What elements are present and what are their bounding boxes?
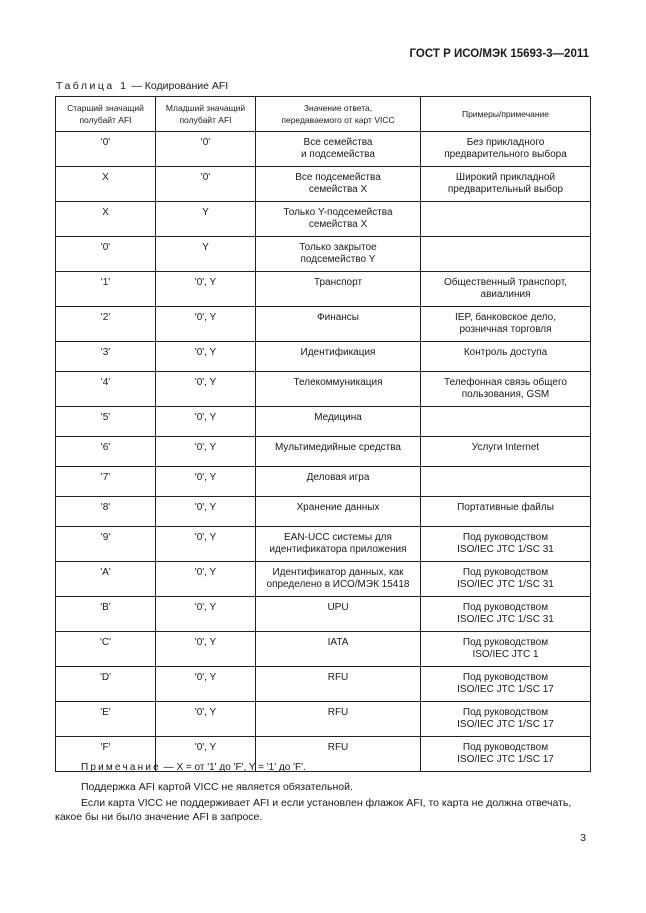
table-cell: 'A' — [56, 562, 156, 597]
table-cell: Все подсемейства семейства X — [256, 167, 421, 202]
table-cell: '0', Y — [156, 702, 256, 737]
table-cell: Все семейства и подсемейства — [256, 132, 421, 167]
table-header-row — [56, 97, 591, 132]
table-caption-label: Таблица 1 — [56, 80, 129, 92]
table-cell: IATA — [256, 632, 421, 667]
table-cell: Только Y-подсемейства семейства X — [256, 202, 421, 237]
table-row — [56, 372, 591, 407]
table-cell — [421, 237, 591, 272]
table-cell: '0', Y — [156, 562, 256, 597]
table-cell: Мультимедийные средства — [256, 437, 421, 467]
column-header: Значение ответа, передаваемого от карт VICC — [256, 97, 421, 132]
table-row — [56, 342, 591, 372]
table-cell: Под руководством ISO/IEC JTC 1 — [421, 632, 591, 667]
table-cell: '0', Y — [156, 272, 256, 307]
table-caption-text: — Кодирование AFI — [128, 80, 229, 92]
table-cell: '8' — [56, 497, 156, 527]
paragraph: Поддержка AFI картой VICC не является обязательной. — [81, 781, 353, 793]
table-cell: '0', Y — [156, 527, 256, 562]
table-cell: EAN-UCC системы для идентификатора приложения — [256, 527, 421, 562]
table-cell: '0', Y — [156, 372, 256, 407]
table-cell: Без прикладного предварительного выбора — [421, 132, 591, 167]
table-row — [56, 237, 591, 272]
table-cell: 'C' — [56, 632, 156, 667]
table-row — [56, 437, 591, 467]
table-cell: RFU — [256, 667, 421, 702]
table-cell: '0', Y — [156, 497, 256, 527]
table-row — [56, 202, 591, 237]
page-number: 3 — [580, 832, 586, 844]
table-cell: Только закрытое подсемейство Y — [256, 237, 421, 272]
table-row — [56, 407, 591, 437]
table-cell: Под руководством ISO/IEC JTC 1/SC 17 — [421, 737, 591, 772]
table-cell: Транспорт — [256, 272, 421, 307]
table-caption — [56, 80, 228, 92]
table-cell — [421, 202, 591, 237]
table-cell: '0', Y — [156, 667, 256, 702]
afi-coding-table — [55, 96, 591, 772]
table-cell: '7' — [56, 467, 156, 497]
table-cell: Контроль доступа — [421, 342, 591, 372]
column-header: Старший значащий полубайт AFI — [56, 97, 156, 132]
table-cell: '0', Y — [156, 597, 256, 632]
note-label: Примечание — [81, 762, 161, 773]
table-cell: Портативные файлы — [421, 497, 591, 527]
table-cell: '0' — [56, 237, 156, 272]
column-header: Младший значащий полубайт AFI — [156, 97, 256, 132]
table-cell: '9' — [56, 527, 156, 562]
table-row — [56, 167, 591, 202]
table-cell: X — [56, 202, 156, 237]
table-cell: Общественный транспорт, авиалиния — [421, 272, 591, 307]
table-cell: RFU — [256, 737, 421, 772]
table-row — [56, 667, 591, 702]
table-cell: Y — [156, 202, 256, 237]
table-row — [56, 272, 591, 307]
table-note — [81, 762, 306, 773]
table-cell: '0', Y — [156, 632, 256, 667]
table-cell — [421, 407, 591, 437]
table-cell: UPU — [256, 597, 421, 632]
table-cell: Медицина — [256, 407, 421, 437]
table-cell: Под руководством ISO/IEC JTC 1/SC 17 — [421, 702, 591, 737]
table-cell: '4' — [56, 372, 156, 407]
table-cell: '0', Y — [156, 307, 256, 342]
table-cell: Под руководством ISO/IEC JTC 1/SC 31 — [421, 597, 591, 632]
column-header: Примеры/примечание — [421, 97, 591, 132]
table-cell: '0', Y — [156, 437, 256, 467]
table-cell: 'E' — [56, 702, 156, 737]
table-cell: Y — [156, 237, 256, 272]
table-cell: 'B' — [56, 597, 156, 632]
table-cell: Идентификация — [256, 342, 421, 372]
table-row — [56, 467, 591, 497]
note-text: — X = от '1' до 'F', Y = '1' до 'F'. — [160, 762, 306, 773]
table-cell: Хранение данных — [256, 497, 421, 527]
table-cell: Телекоммуникация — [256, 372, 421, 407]
table-cell: RFU — [256, 702, 421, 737]
table-cell: '6' — [56, 437, 156, 467]
table-cell: '5' — [56, 407, 156, 437]
table-cell: '0', Y — [156, 737, 256, 772]
table-cell: '0', Y — [156, 342, 256, 372]
paragraph: Если карта VICC не поддерживает AFI и если установлен флажок AFI, то карта не должна отвечать, какое бы ни было значение AFI в запросе. — [55, 797, 572, 823]
table-cell: IEP, банковское дело, розничная торговля — [421, 307, 591, 342]
table-row — [56, 632, 591, 667]
table-cell: Услуги Internet — [421, 437, 591, 467]
table-cell: Финансы — [256, 307, 421, 342]
table-cell: 'F' — [56, 737, 156, 772]
table-cell: '1' — [56, 272, 156, 307]
table-cell: Широкий прикладной предварительный выбор — [421, 167, 591, 202]
table-cell: '2' — [56, 307, 156, 342]
table-row — [56, 527, 591, 562]
table-cell: Под руководством ISO/IEC JTC 1/SC 31 — [421, 562, 591, 597]
table-row — [56, 497, 591, 527]
table-cell: Под руководством ISO/IEC JTC 1/SC 31 — [421, 527, 591, 562]
table-cell: Под руководством ISO/IEC JTC 1/SC 17 — [421, 667, 591, 702]
table-row — [56, 562, 591, 597]
table-row — [56, 132, 591, 167]
table-cell: X — [56, 167, 156, 202]
table-cell: Деловая игра — [256, 467, 421, 497]
table-cell: '0', Y — [156, 467, 256, 497]
table-row — [56, 702, 591, 737]
table-cell: '3' — [56, 342, 156, 372]
table-cell: '0' — [156, 132, 256, 167]
table-cell: Телефонная связь общего пользования, GSM — [421, 372, 591, 407]
table-row — [56, 307, 591, 342]
table-cell — [421, 467, 591, 497]
table-row — [56, 597, 591, 632]
table-cell: 'D' — [56, 667, 156, 702]
table-cell: '0' — [156, 167, 256, 202]
document-id: ГОСТ Р ИСО/МЭК 15693-3—2011 — [409, 48, 589, 60]
table-cell: '0', Y — [156, 407, 256, 437]
table-cell: Идентификатор данных, как определено в ИСО/МЭК 15418 — [256, 562, 421, 597]
table-cell: '0' — [56, 132, 156, 167]
